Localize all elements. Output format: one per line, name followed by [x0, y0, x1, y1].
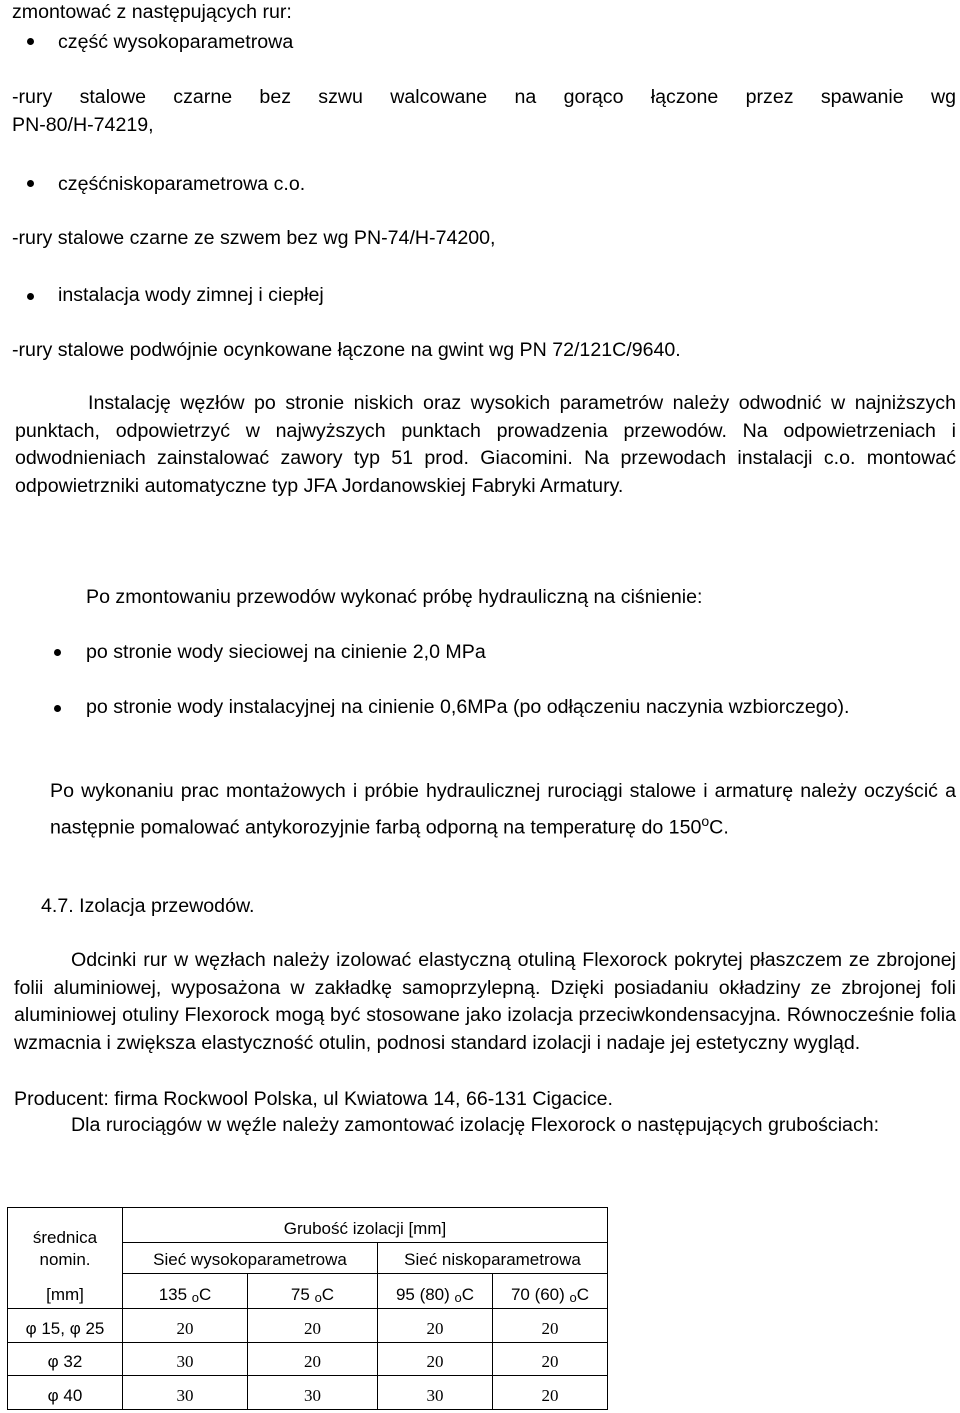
diameter-cell: φ 15, φ 25: [8, 1309, 123, 1343]
thickness-cell: 30: [123, 1376, 248, 1410]
insulation-paragraph: Odcinki rur w węzłach należy izolować elastyczną otuliną Flexorock pokrytej płaszczem ze zbrojonej folii aluminiowej, wyposażona w zakładkę samoprzylepną. Dzięki posiadaniu okładziny ze zbrojonej foli aluminiowej otuliny Flexorock mogą być stosowane jako izolacja przeciwkondensacyjna. Równocześnie folia wzmacnia i zwiększa elastyczność otulin, podnosi standard izolacji i nadaje jej estetyczny wygląd.: [14, 949, 956, 1054]
diameter-unit-header: [mm]: [8, 1274, 123, 1309]
bullet-icon: [27, 38, 34, 45]
cleaning-unit: C.: [709, 816, 729, 839]
thickness-header: Grubość izolacji [mm]: [123, 1208, 608, 1243]
temp-header: 95 (80) oC: [378, 1274, 493, 1309]
cleaning-text: Po wykonaniu prac montażowych i próbie hydraulicznej rurociągi stalowe i armaturę należy oczyścić a następnie pomalować antykorozyjnie farbą odporną na temperaturę do 150: [50, 780, 956, 839]
thickness-cell: 20: [248, 1309, 378, 1343]
thickness-cell: 20: [378, 1309, 493, 1343]
degree-superscript: o: [701, 813, 710, 829]
pipes-high-line-2: PN-80/H-74219,: [12, 114, 154, 136]
diameter-cell: φ 40: [8, 1376, 123, 1410]
bullet-low-params: częśćniskoparametrowa c.o.: [58, 173, 306, 195]
thickness-intro: Dla rurociągów w węźle należy zamontować izolację Flexorock o następujących grubościach:: [71, 1114, 880, 1136]
bullet-icon: [54, 705, 61, 712]
table-row: [8, 1376, 608, 1410]
thickness-cell: 20: [123, 1309, 248, 1343]
section-heading: 4.7. Izolacja przewodów.: [41, 895, 255, 917]
diameter-header-line: średnica: [32, 1227, 98, 1247]
diameter-cell: φ 32: [8, 1343, 123, 1376]
bullet-water: instalacja wody zimnej i ciepłej: [58, 284, 324, 306]
table-row: [8, 1309, 608, 1343]
diameter-header-line: nomin.: [39, 1249, 91, 1269]
thickness-cell: 20: [378, 1343, 493, 1376]
thickness-cell: 20: [493, 1309, 608, 1343]
thickness-cell: 20: [248, 1343, 378, 1376]
thickness-cell: 30: [123, 1343, 248, 1376]
intro-line: zmontować z następujących rur:: [12, 1, 292, 23]
bullet-icon: [54, 649, 61, 656]
temp-header: 135 oC: [123, 1274, 248, 1309]
test-bullet-1: po stronie wody sieciowej na cinienie 2,0 MPa: [86, 641, 486, 663]
thickness-cell: 30: [378, 1376, 493, 1410]
insulation-thickness-table: [7, 1207, 608, 1410]
pipes-low-line: -rury stalowe czarne ze szwem bez wg PN-74/H-74200,: [12, 227, 496, 249]
pipes-high-line-1: -rury stalowe czarne bez szwu walcowane na gorąco łączone przez spawanie wg: [12, 86, 956, 108]
low-params-header: Sieć niskoparametrowa: [378, 1243, 608, 1274]
pipes-water-line: -rury stalowe podwójnie ocynkowane łączone na gwint wg PN 72/121C/9640.: [12, 339, 681, 361]
test-intro: Po zmontowaniu przewodów wykonać próbę hydrauliczną na ciśnienie:: [86, 586, 703, 608]
bullet-icon: [27, 293, 34, 300]
table-row: [8, 1343, 608, 1376]
temp-header: 70 (60) oC: [493, 1274, 608, 1309]
high-params-header: Sieć wysokoparametrowa: [123, 1243, 378, 1274]
cleaning-paragraph: [50, 776, 956, 843]
temp-header: 75 oC: [248, 1274, 378, 1309]
bullet-high-params: część wysokoparametrowa: [58, 31, 294, 53]
test-bullet-2: po stronie wody instalacyjnej na cinienie 0,6MPa (po odłączeniu naczynia wzbiorczego).: [86, 696, 850, 718]
thickness-cell: 20: [493, 1343, 608, 1376]
thickness-cell: 30: [248, 1376, 378, 1410]
diameter-header-cell: [8, 1208, 123, 1274]
bullet-icon: [27, 180, 34, 187]
producer-line: Producent: firma Rockwool Polska, ul Kwiatowa 14, 66-131 Cigacice.: [14, 1088, 613, 1110]
vents-paragraph: Instalację węzłów po stronie niskich oraz wysokich parametrów należy odwodnić w najniższych punktach, odpowietrzyć w najwyższych punktach prowadzenia przewodów. Na odpowietrzeniach i odwodnieniach zainstalować zawory typ 51 prod. Giacomini. Na przewodach instalacji c.o. montować odpowietrzniki automatyczne typ JFA Jordanowskiej Fabryki Armatury.: [15, 392, 956, 497]
thickness-cell: 20: [493, 1376, 608, 1410]
